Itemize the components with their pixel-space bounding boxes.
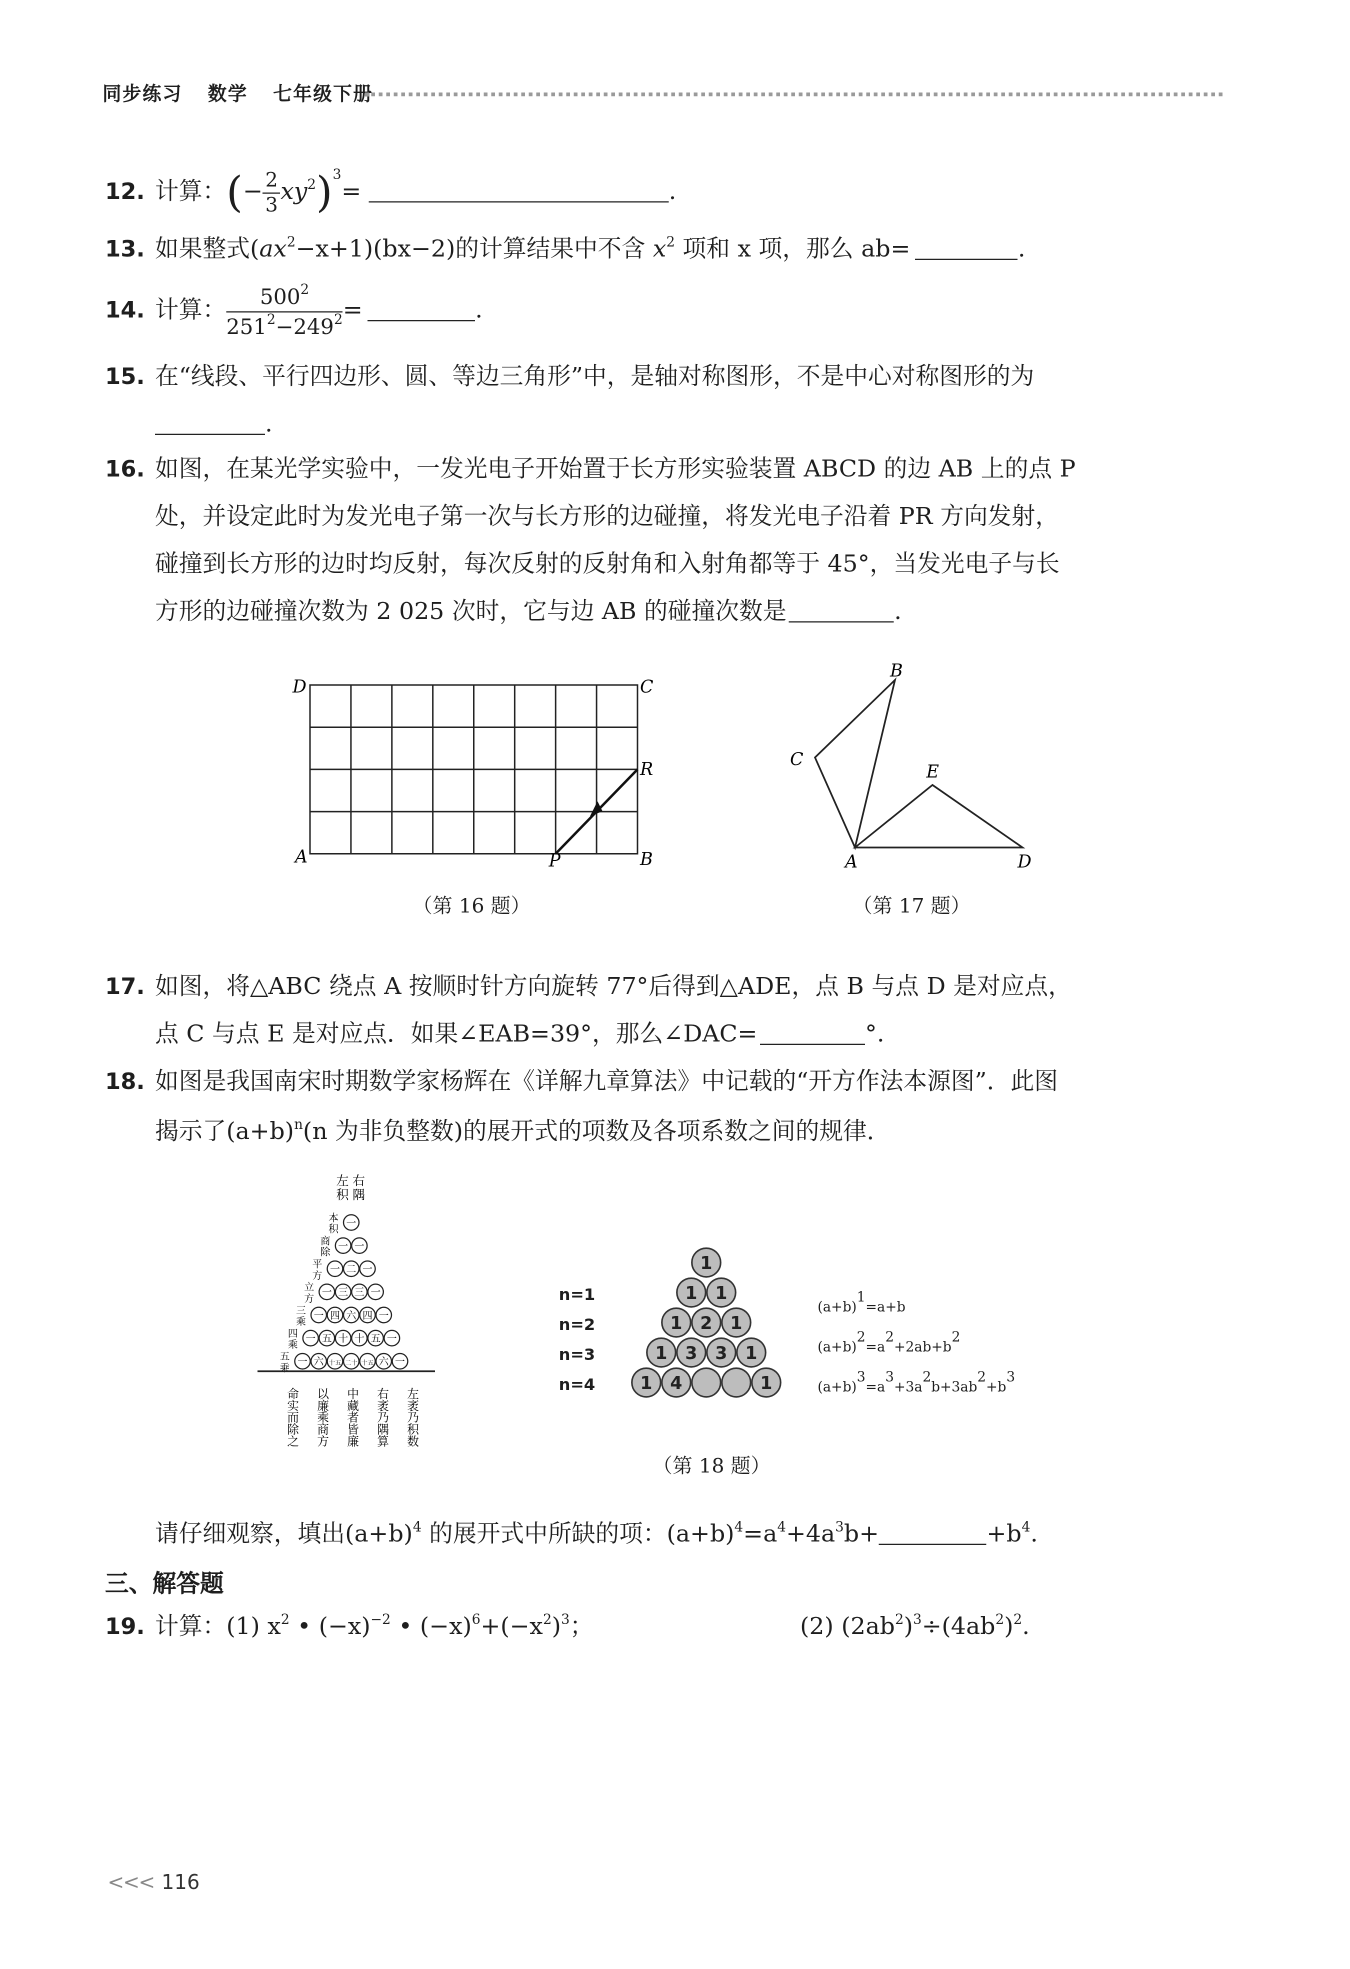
q14-eq: =: [342, 296, 363, 324]
q13-x2: x: [652, 235, 667, 263]
f-exp: 2: [977, 1368, 987, 1385]
n-label: n=2: [558, 1316, 596, 1335]
q15-end: .: [265, 410, 273, 438]
q17-line2-wrap: [155, 1020, 885, 1048]
question-12: [105, 168, 676, 217]
running-header: [103, 80, 391, 106]
answer-blank[interactable]: [915, 258, 1018, 261]
q13-end: .: [1017, 235, 1026, 263]
q19-part: • (−x): [289, 1612, 371, 1640]
q12-expr: xy: [280, 177, 308, 205]
q17-line2: 点 C 与点 E 是对应点．如果∠EAB=39°，那么∠DAC=: [155, 1020, 758, 1048]
f-exp: 2: [856, 1328, 866, 1345]
ancient-bottom-column: 命实而除之: [285, 1387, 300, 1447]
frac-numerator: 2: [263, 169, 281, 193]
coefficient-value: 1: [685, 1283, 698, 1304]
ancient-side-label: 三: [296, 1305, 306, 1317]
figure-18-number-triangle: [613, 1238, 801, 1407]
q17-end: °.: [864, 1020, 885, 1048]
coefficient-value: 1: [670, 1313, 683, 1334]
q19-part: +(−x: [480, 1612, 543, 1640]
ancient-coefficient: 十五: [361, 1360, 374, 1367]
top-label: 积: [336, 1186, 349, 1202]
right-paren: ): [316, 167, 333, 218]
formula-n3: [818, 1363, 1016, 1403]
ancient-side-label: 五: [279, 1352, 290, 1363]
triangle-ABC: [815, 680, 895, 848]
question-17: [105, 972, 1072, 1000]
q13-text-c: 项和 x 项，那么 ab=: [675, 235, 911, 263]
ancient-coefficient: 一: [346, 1218, 357, 1230]
coefficient-value: 1: [655, 1343, 668, 1364]
ancient-coefficient: 六: [313, 1357, 324, 1368]
top-label: 隅: [352, 1186, 366, 1202]
ancient-coefficient: 一: [354, 1241, 365, 1253]
f-part: (a+b): [817, 1378, 857, 1395]
q14-end: .: [475, 296, 483, 324]
ancient-side-label: 乘: [287, 1340, 298, 1352]
fill-part: +4a: [785, 1520, 836, 1548]
question-number: 12.: [105, 178, 145, 205]
ancient-side-label: 方: [312, 1270, 323, 1282]
ancient-side-label: 平: [312, 1259, 323, 1271]
label-R: R: [640, 760, 654, 780]
ancient-coefficient: 一: [321, 1287, 332, 1299]
q12-exp-inner: 2: [307, 176, 317, 193]
frac-numerator: [226, 283, 342, 312]
section-heading: 三、解答题: [105, 1570, 224, 1598]
q16-line2: 处，并设定此时为发光电子第一次与长方形的边碰撞，将发光电子沿着 PR 方向发射，: [155, 502, 1059, 530]
f-part: +2ab+b: [893, 1338, 952, 1355]
q16-line1: 如图，在某光学实验中，一发光电子开始置于长方形实验装置 ABCD 的边 AB 上的点 P: [155, 455, 1076, 483]
figure-18-ancient-triangle: [245, 1168, 458, 1448]
answer-blank[interactable]: [369, 200, 669, 203]
q19-part: ): [551, 1612, 561, 1640]
ancient-coefficient: 一: [395, 1357, 405, 1368]
label-E: E: [926, 762, 940, 783]
formula-n1: [818, 1283, 1016, 1323]
f-part: =a: [865, 1378, 886, 1395]
f-part: (a+b): [817, 1298, 857, 1315]
ancient-side-label: 除: [320, 1247, 331, 1259]
fill-part: b+: [843, 1520, 880, 1548]
coefficient-value: 1: [760, 1373, 773, 1394]
ancient-side-label: 积: [328, 1224, 339, 1236]
f-exp: 2: [885, 1328, 894, 1345]
q14-fraction: [226, 283, 342, 341]
q17-line1: 如图，将△ABC 绕点 A 按顺时针方向旋转 77°后得到△ADE，点 B 与点 D 是对应点，: [155, 972, 1072, 1000]
question-15: [105, 362, 1035, 390]
ancient-coefficient: 一: [370, 1287, 381, 1299]
grid-lines: [310, 685, 638, 854]
q19-exp: 2: [542, 1611, 552, 1628]
f-part: =a: [865, 1338, 886, 1355]
coefficient-value: 1: [730, 1313, 743, 1334]
ancient-coefficient: 一: [362, 1264, 373, 1276]
q19-part: .: [1022, 1612, 1030, 1640]
q14-bot-mid: −249: [275, 314, 334, 340]
ancient-coefficient: 四: [330, 1310, 340, 1322]
figure-18-caption: （第 18 题）: [652, 1453, 771, 1478]
coefficient-value: 1: [745, 1343, 758, 1364]
q18-line2b: (n 为非负整数)的展开式的项数及各项系数之间的规律．: [302, 1117, 891, 1145]
q12-eq: =: [341, 177, 362, 205]
label-D: D: [292, 677, 307, 698]
n-label: n=4: [558, 1376, 596, 1395]
coefficient-value: 1: [700, 1253, 713, 1274]
f-exp: 2: [922, 1368, 932, 1385]
ancient-coefficient: 十: [338, 1333, 349, 1345]
label-A: A: [845, 852, 858, 873]
coefficient-value: 3: [685, 1343, 698, 1364]
label-C: C: [790, 750, 804, 770]
q14-bot-exp1: 2: [266, 310, 276, 327]
f-part: =a+b: [865, 1298, 906, 1315]
q19-exp: 2: [280, 1611, 290, 1628]
fill-part: 的展开式中所缺的项：(a+b): [421, 1520, 735, 1548]
fill-exp: 4: [777, 1518, 786, 1535]
n-label: n=3: [558, 1346, 596, 1365]
f-exp: 1: [856, 1288, 866, 1305]
label-P: P: [548, 851, 561, 872]
question-number: 16.: [105, 456, 145, 483]
ancient-coefficient: 一: [378, 1310, 389, 1322]
ancient-coefficient: 四: [362, 1310, 373, 1322]
q13-exp: 2: [286, 233, 296, 250]
header-series: 同步练习: [102, 82, 183, 105]
q19-exp: 2: [894, 1611, 904, 1628]
question-number: 17.: [105, 973, 145, 1000]
ancient-coefficient: 一: [297, 1357, 308, 1368]
q19-exp: 2: [1013, 1611, 1023, 1628]
formula-n2: [818, 1323, 1016, 1363]
ancient-coefficient: 十五: [328, 1360, 342, 1367]
q14-top: 500: [259, 285, 301, 310]
fill-part: +b: [986, 1520, 1022, 1548]
f-part: (a+b): [817, 1338, 857, 1355]
question-number: 15.: [105, 363, 145, 390]
q13-text-b: −x+1)(bx−2)的计算结果中不含: [295, 235, 653, 263]
page-number-value: 116: [161, 1870, 200, 1894]
q19-part: ): [903, 1612, 913, 1640]
ancient-side-label: 立: [304, 1282, 315, 1294]
ancient-coefficient: 一: [386, 1333, 397, 1345]
frac-denominator: [226, 312, 342, 340]
n-label: n=1: [558, 1286, 596, 1305]
ancient-coefficient: 五: [370, 1333, 381, 1345]
q19-part: • (−x): [390, 1612, 472, 1640]
fill-part: 请仔细观察，填出(a+b): [155, 1520, 413, 1548]
q13-ax: ax: [259, 235, 287, 263]
q12-neg: −: [242, 177, 263, 205]
ancient-rows: [280, 1211, 408, 1374]
q18-line2a: 揭示了(a+b): [155, 1117, 295, 1145]
n-labels: [559, 1281, 596, 1401]
q16-line4-wrap: [155, 597, 902, 625]
answer-blank[interactable]: [155, 433, 265, 436]
f-part: +b: [986, 1378, 1007, 1395]
coefficient-value: 1: [715, 1283, 728, 1304]
q12-end: .: [668, 177, 677, 205]
ancient-coefficient: 六: [346, 1310, 357, 1322]
ancient-coefficient: 三: [338, 1287, 349, 1299]
answer-blank[interactable]: [760, 1043, 865, 1046]
ancient-bottom-column: 右袤乃隅算: [375, 1387, 390, 1447]
ancient-side-label: 商: [320, 1236, 331, 1248]
header-subject: 数学: [207, 82, 248, 105]
q12-fraction: [263, 169, 281, 216]
q13-text-a: 如果整式(: [155, 235, 260, 263]
formula-list: [818, 1283, 1016, 1403]
triangle-ADE: [855, 785, 1023, 848]
q16-line3: 碰撞到长方形的边时均反射，每次反射的反射角和入射角都等于 45°，当发光电子与长: [155, 550, 1060, 578]
q16-line4: 方形的边碰撞次数为 2 025 次时，它与边 AB 的碰撞次数是: [155, 597, 787, 625]
q18-line2-exp: n: [294, 1116, 303, 1133]
fill-exp: 3: [835, 1518, 844, 1535]
q14-bot-exp2: 2: [333, 310, 343, 327]
q19-exp: 6: [471, 1611, 481, 1628]
q18-line1: 如图是我国南宋时期数学家杨辉在《详解九章算法》中记载的“开方作法本源图”．此图: [155, 1067, 1059, 1095]
question-number: 18.: [105, 1068, 145, 1095]
question-number: 14.: [105, 297, 145, 324]
coefficient-circle: [692, 1368, 721, 1397]
ancient-coefficient: 十: [354, 1333, 365, 1345]
answer-blank[interactable]: [789, 620, 894, 623]
ancient-top-labels: [336, 1173, 365, 1202]
ancient-side-label: 四: [287, 1328, 298, 1340]
ancient-coefficient: 一: [313, 1310, 324, 1322]
q14-bot-a: 251: [226, 314, 267, 340]
q19-exp: 2: [995, 1611, 1005, 1628]
ancient-side-label: 乘: [279, 1363, 290, 1375]
figure-16-caption: （第 16 题）: [412, 893, 531, 918]
q19-part: ): [1004, 1612, 1014, 1640]
f-exp: 3: [885, 1368, 894, 1385]
q19-part: (2) (2ab: [800, 1612, 895, 1640]
label-C: C: [640, 677, 654, 698]
q19-exp: −2: [370, 1611, 391, 1628]
question-19-part2: [800, 1613, 1030, 1639]
ancient-coefficient: 五: [321, 1333, 332, 1345]
ancient-coefficient: 二: [346, 1264, 357, 1276]
q19-part: 计算：(1) x: [155, 1612, 281, 1640]
top-label: 左: [336, 1173, 349, 1188]
ancient-bottom-column: 以廉乘商方: [315, 1387, 330, 1447]
question-13: [105, 235, 1025, 261]
q19-part: ÷(4ab: [921, 1612, 996, 1640]
ancient-coefficient: 二十: [345, 1360, 358, 1367]
page-number: [108, 1870, 200, 1894]
ancient-side-label: 乘: [296, 1317, 306, 1328]
ancient-coefficient: 一: [338, 1241, 349, 1253]
q19-exp: 3: [560, 1611, 570, 1628]
answer-blank[interactable]: [368, 319, 476, 322]
q12-exp-outer: 3: [332, 166, 342, 183]
top-label: 右: [352, 1173, 366, 1188]
question-number: 19.: [105, 1613, 145, 1640]
label-A: A: [295, 847, 308, 868]
coefficient-value: 4: [670, 1373, 683, 1394]
ancient-bottom-column: 左袤乃积数: [405, 1387, 420, 1447]
header-grade: 七年级下册: [273, 82, 374, 105]
q19-part: ；: [569, 1612, 594, 1640]
q13-x2exp: 2: [666, 233, 675, 250]
question-number: 13.: [105, 236, 145, 263]
label-B: B: [890, 661, 903, 682]
ancient-coefficient: 六: [378, 1357, 389, 1368]
ancient-bottom-column: 中藏者皆廉: [345, 1387, 360, 1447]
ancient-bottom-columns: [286, 1387, 420, 1447]
ancient-side-label: 本: [328, 1213, 339, 1225]
label-B: B: [640, 850, 653, 870]
fill-exp: 4: [1021, 1518, 1031, 1535]
left-paren: (: [226, 167, 243, 218]
f-part: +3a: [893, 1378, 923, 1395]
figure-17-triangles: [775, 655, 1050, 875]
q18-line2-wrap: [155, 1118, 891, 1144]
page-arrows-icon: <<<: [107, 1870, 155, 1894]
fill-part: =a: [743, 1520, 778, 1548]
question-15-line2: [155, 410, 273, 438]
ancient-coefficient: 一: [305, 1333, 316, 1345]
coefficient-value: 1: [640, 1373, 653, 1394]
answer-blank[interactable]: [879, 1543, 987, 1546]
q14-prefix: 计算：: [155, 296, 227, 324]
q19-exp: 3: [912, 1611, 922, 1628]
coefficient-circle: [722, 1368, 751, 1397]
label-D: D: [1017, 852, 1032, 873]
coefficient-value: 3: [715, 1343, 728, 1364]
coefficient-value: 2: [700, 1313, 713, 1334]
frac-denominator: 3: [265, 191, 278, 216]
f-exp: 3: [856, 1368, 866, 1385]
figure-17-caption: （第 17 题）: [852, 893, 971, 918]
q15-line1: 在“线段、平行四边形、圆、等边三角形”中，是轴对称图形，不是中心对称图形的为: [155, 362, 1035, 390]
q14-top-exp: 2: [300, 281, 310, 298]
q16-end: .: [894, 597, 902, 625]
question-16: [105, 455, 1076, 483]
ancient-coefficient: 一: [330, 1264, 340, 1276]
fill-exp: 4: [734, 1518, 744, 1535]
header-rule: [365, 93, 1223, 97]
ancient-coefficient: 三: [354, 1287, 365, 1299]
question-18: [105, 1067, 1059, 1095]
figure-16-grid: [285, 670, 673, 878]
question-14: [105, 283, 483, 341]
ancient-side-label: 方: [304, 1293, 315, 1305]
fill-part: .: [1030, 1520, 1038, 1548]
f-part: b+3ab: [931, 1378, 978, 1395]
f-exp: 3: [1006, 1368, 1016, 1385]
q18-fill-line: [155, 1520, 1038, 1546]
question-19: [105, 1613, 593, 1639]
f-exp: 2: [951, 1328, 961, 1345]
q12-prefix: 计算：: [155, 177, 227, 205]
fill-exp: 4: [412, 1518, 422, 1535]
